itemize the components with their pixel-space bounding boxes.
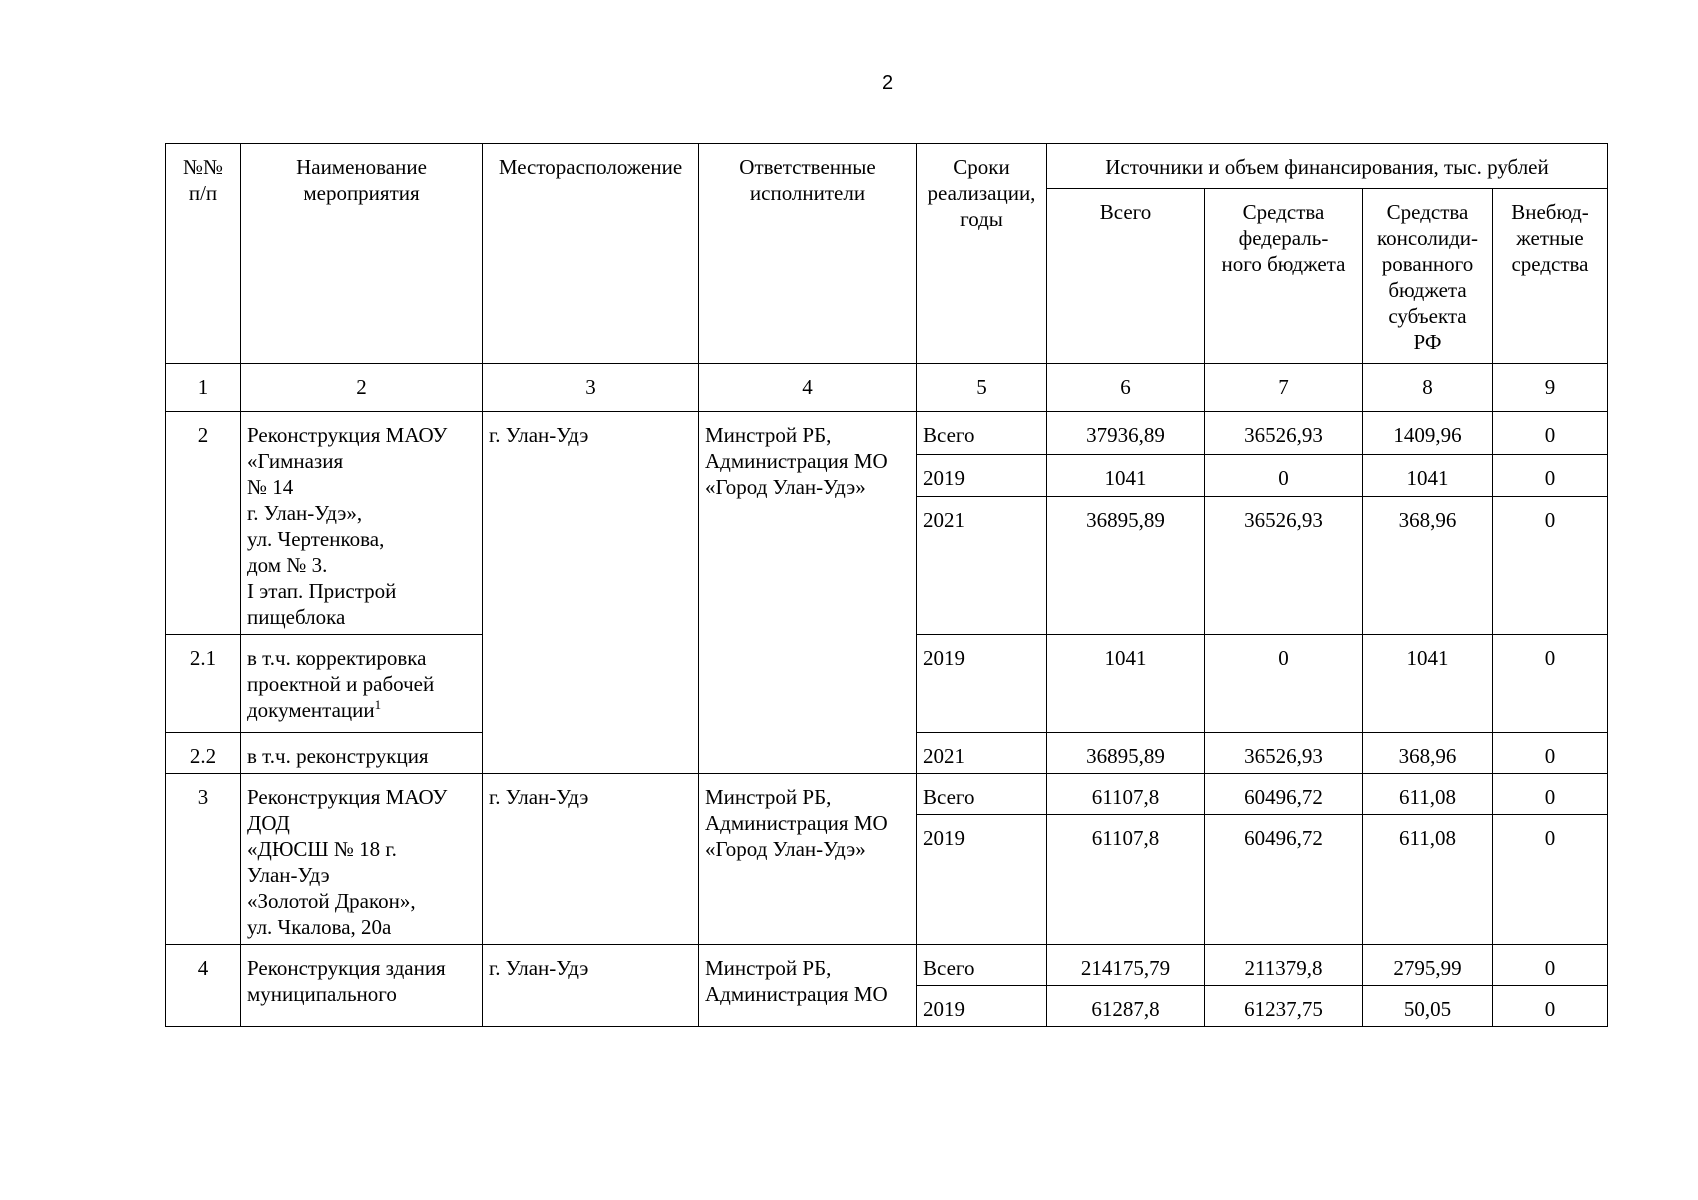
row-num: 4 <box>166 945 241 1027</box>
row-name: Реконструкция здания муниципального <box>241 945 483 1027</box>
row-num: 2.1 <box>166 635 241 733</box>
row-num: 3 <box>166 774 241 945</box>
col-number: 4 <box>699 364 917 412</box>
row-period: 2019 <box>917 986 1047 1027</box>
table-row <box>166 945 1608 986</box>
col-number: 6 <box>1047 364 1205 412</box>
row-location: г. Улан-Удэ <box>483 945 699 1027</box>
row-regional: 1409,96 <box>1363 412 1493 455</box>
row-num: 2 <box>166 412 241 635</box>
header-name: Наименование мероприятия <box>241 144 483 364</box>
row-regional: 368,96 <box>1363 497 1493 635</box>
row-period: Всего <box>917 774 1047 815</box>
row-regional: 1041 <box>1363 635 1493 733</box>
row-num: 2.2 <box>166 733 241 774</box>
row-period: 2021 <box>917 497 1047 635</box>
col-number: 7 <box>1205 364 1363 412</box>
row-total: 1041 <box>1047 635 1205 733</box>
row-total: 37936,89 <box>1047 412 1205 455</box>
row-regional: 611,08 <box>1363 815 1493 945</box>
row-extra: 0 <box>1493 815 1608 945</box>
row-regional: 2795,99 <box>1363 945 1493 986</box>
row-federal: 60496,72 <box>1205 815 1363 945</box>
col-number: 5 <box>917 364 1047 412</box>
row-period: 2021 <box>917 733 1047 774</box>
col-number: 1 <box>166 364 241 412</box>
row-period: Всего <box>917 945 1047 986</box>
row-name: Реконструкция МАОУ ДОД «ДЮСШ № 18 г. Улан-Удэ «Золотой Дракон», ул. Чкалова, 20а <box>241 774 483 945</box>
row-responsible: Минстрой РБ, Администрация МО «Город Улан-Удэ» <box>699 412 917 774</box>
row-extra: 0 <box>1493 733 1608 774</box>
row-period: 2019 <box>917 635 1047 733</box>
row-regional: 368,96 <box>1363 733 1493 774</box>
row-extra: 0 <box>1493 635 1608 733</box>
row-total: 61107,8 <box>1047 774 1205 815</box>
row-federal: 0 <box>1205 454 1363 497</box>
row-extra: 0 <box>1493 412 1608 455</box>
row-extra: 0 <box>1493 774 1608 815</box>
row-total: 61287,8 <box>1047 986 1205 1027</box>
row-federal: 211379,8 <box>1205 945 1363 986</box>
header-total: Всего <box>1047 189 1205 364</box>
row-total: 61107,8 <box>1047 815 1205 945</box>
row-regional: 611,08 <box>1363 774 1493 815</box>
row-federal: 61237,75 <box>1205 986 1363 1027</box>
row-name <box>241 635 483 733</box>
row-regional: 50,05 <box>1363 986 1493 1027</box>
row-location: г. Улан-Удэ <box>483 774 699 945</box>
header-financing: Источники и объем финансирования, тыс. рублей <box>1047 144 1608 189</box>
row-federal: 60496,72 <box>1205 774 1363 815</box>
header-row <box>166 144 1608 189</box>
row-extra: 0 <box>1493 986 1608 1027</box>
col-number: 2 <box>241 364 483 412</box>
row-total: 36895,89 <box>1047 733 1205 774</box>
row-federal: 36526,93 <box>1205 497 1363 635</box>
row-total: 1041 <box>1047 454 1205 497</box>
row-federal: 36526,93 <box>1205 412 1363 455</box>
table-row <box>166 412 1608 455</box>
financing-table <box>165 143 1608 1027</box>
col-number: 9 <box>1493 364 1608 412</box>
row-responsible: Минстрой РБ, Администрация МО <box>699 945 917 1027</box>
header-extra: Внебюд- жетные средства <box>1493 189 1608 364</box>
row-federal: 0 <box>1205 635 1363 733</box>
row-period: Всего <box>917 412 1047 455</box>
row-regional: 1041 <box>1363 454 1493 497</box>
row-period: 2019 <box>917 454 1047 497</box>
col-number: 3 <box>483 364 699 412</box>
row-extra: 0 <box>1493 454 1608 497</box>
row-name: в т.ч. реконструкция <box>241 733 483 774</box>
row-total: 36895,89 <box>1047 497 1205 635</box>
row-name-text: в т.ч. корректировка проектной и рабочей документации <box>247 646 435 722</box>
col-number: 8 <box>1363 364 1493 412</box>
footnote-mark: 1 <box>374 697 382 712</box>
header-regional: Средства консолиди- рованного бюджета субъекта РФ <box>1363 189 1493 364</box>
row-federal: 36526,93 <box>1205 733 1363 774</box>
row-name: Реконструкция МАОУ «Гимназия № 14 г. Улан-Удэ», ул. Чертенкова, дом № 3. I этап. Пристрой пищеблока <box>241 412 483 635</box>
header-period: Сроки реализации, годы <box>917 144 1047 364</box>
page-number: 2 <box>881 72 894 94</box>
header-federal: Средства федераль- ного бюджета <box>1205 189 1363 364</box>
table-row <box>166 774 1608 815</box>
column-number-row <box>166 364 1608 412</box>
row-extra: 0 <box>1493 945 1608 986</box>
header-num: №№ п/п <box>166 144 241 364</box>
row-responsible: Минстрой РБ, Администрация МО «Город Улан-Удэ» <box>699 774 917 945</box>
row-extra: 0 <box>1493 497 1608 635</box>
header-responsible: Ответственные исполнители <box>699 144 917 364</box>
row-period: 2019 <box>917 815 1047 945</box>
row-location: г. Улан-Удэ <box>483 412 699 774</box>
row-total: 214175,79 <box>1047 945 1205 986</box>
header-location: Месторасположение <box>483 144 699 364</box>
